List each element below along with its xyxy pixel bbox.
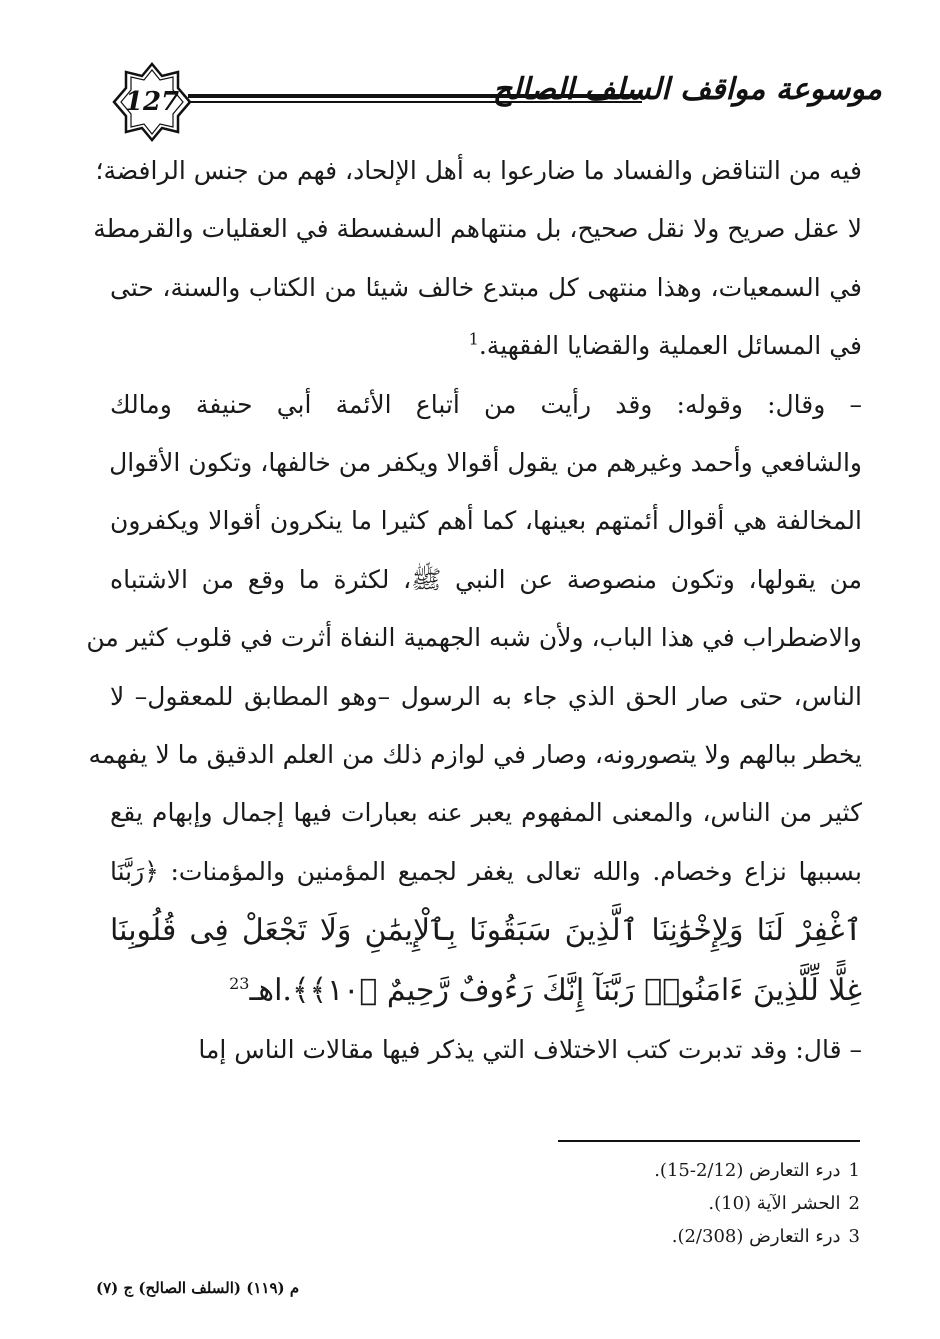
text-line: لا عقل صريح ولا نقل صحيح، بل منتهاهم السفسطة في العقليات والقرمطة [93, 214, 862, 244]
footnotes [360, 1154, 860, 1253]
text-line [110, 317, 862, 375]
printer-signature: م (١١٩) (السلف الصالح) ج (٧) [96, 1279, 300, 1297]
text-line-content: في المسائل العملية والقضايا الفقهية. [478, 331, 862, 361]
text-line: والشافعي وأحمد وغيرهم من يقول أقوالا ويكفر من خالفها، وتكون الأقوال [109, 447, 862, 477]
footnote [360, 1154, 860, 1187]
body-text [86, 142, 862, 1079]
text-line: بسببها نزاع وخصام. والله تعالى يغفر لجميع المؤمنين والمؤمنات: ﴿رَبَّنَا [110, 856, 862, 886]
page-number-badge [112, 62, 192, 142]
text-line-content: غِلًّا لِّلَّذِينَ ءَامَنُوا۟ رَبَّنَآ إِنَّكَ رَءُوفٌ رَّحِيمٌ ﴿١٠﴾﴾.اهـ [249, 973, 862, 1009]
footnote-ref: 3 [239, 974, 250, 994]
text-line: كثير من الناس، والمعنى المفهوم يعبر عنه بعبارات فيها إجمال وإبهام يقع [110, 798, 862, 828]
text-line: الناس، حتى صار الحق الذي جاء به الرسول –وهو المطابق للمعقول– لا [110, 681, 862, 711]
footnote-number: 1 [848, 1160, 860, 1181]
quran-verse-line: ٱغْفِرْ لَنَا وَلِإِخْوَٰنِنَا ٱلَّذِينَ سَبَقُونَا بِٱلْإِيمَٰنِ وَلَا تَجْعَلْ فِى قُلُوبِنَا [110, 913, 862, 949]
quran-verse-line [110, 961, 862, 1021]
footnote [360, 1220, 860, 1253]
text-line: – قال: وقد تدبرت كتب الاختلاف التي يذكر فيها مقالات الناس إما [198, 1035, 862, 1065]
footnote [360, 1187, 860, 1220]
text-line: في السمعيات، وهذا منتهى كل مبتدع خالف شيئا من الكتاب والسنة، حتى [110, 272, 862, 302]
text-line: والاضطراب في هذا الباب، ولأن شبه الجهمية النفاة أثرت في قلوب كثير من [86, 623, 862, 653]
footnote-number: 2 [848, 1193, 860, 1214]
page-number: 127 [124, 87, 180, 117]
text-line: يخطر ببالهم ولا يتصورونه، وصار في لوازم ذلك من العلم الدقيق ما لا يفهمه [88, 739, 862, 769]
footnote-text: درء التعارض (2/12-15). [654, 1160, 841, 1181]
footnote-ref: 2 [229, 974, 240, 994]
footnote-text: الحشر الآية (10). [708, 1193, 841, 1214]
footnote-number: 3 [848, 1226, 860, 1247]
text-line: من يقولها، وتكون منصوصة عن النبي ﷺ، لكثرة ما وقع من الاشتباه [110, 564, 862, 594]
footnote-separator [558, 1140, 860, 1142]
text-line: – وقال: وقوله: وقد رأيت من أتباع الأئمة أبي حنيفة ومالك [110, 389, 862, 419]
text-line: المخالفة هي أقوال أئمتهم بعينها، كما أهم كثيرا ما ينكرون أقوالا ويكفرون [110, 506, 862, 536]
text-line: فيه من التناقض والفساد ما ضارعوا به أهل الإلحاد، فهم من جنس الرافضة؛ [95, 156, 862, 185]
footnote-ref: 1 [468, 329, 479, 349]
footnote-text: درء التعارض (2/308). [671, 1226, 841, 1247]
page-header [112, 62, 882, 142]
book-title: موسوعة مواقف السلف الصالح [492, 72, 882, 107]
